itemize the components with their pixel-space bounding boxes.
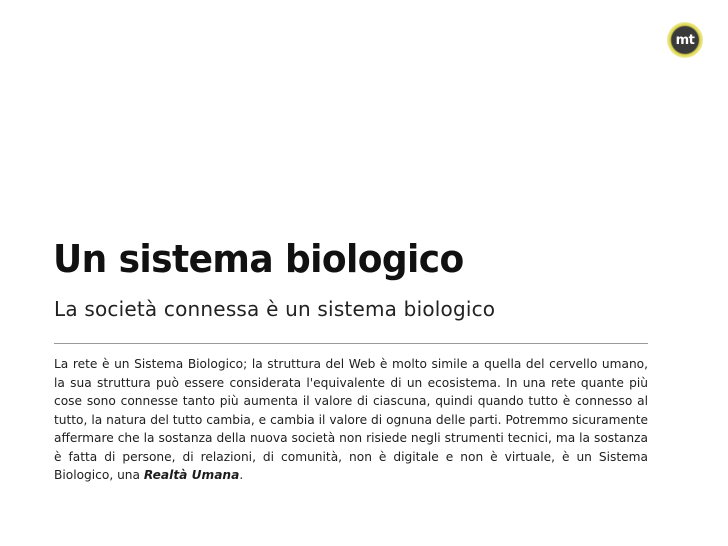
divider-line bbox=[54, 343, 648, 344]
body-emphasis: Realtà Umana bbox=[143, 468, 240, 482]
logo-badge bbox=[667, 22, 703, 58]
body-paragraph bbox=[54, 355, 648, 485]
slide-subtitle: La società connessa è un sistema biologico bbox=[54, 297, 496, 321]
body-text: La rete è un Sistema Biologico; la struttura del Web è molto simile a quella del cervello umano, la sua struttura può essere considerata l'equivalente di un ecosistema. In una rete quante più cose sono connesse tanto più aumenta il valore di ciascuna, quindi quando tutto è connesso al tutto, la natura del tutto cambia, e cambia il valore di ognuna delle parti. Potremmo sicuramente affermare che la sostanza della nuova società non risiede negli strumenti tecnici, ma la sostanza è fatta di persone, di relazioni, di comunità, non è digitale e non è virtuale, è un Sistema Biologico, una bbox=[54, 357, 648, 482]
slide-title: Un sistema biologico bbox=[53, 237, 464, 282]
logo-text: mt bbox=[675, 32, 695, 48]
body-end: . bbox=[239, 468, 244, 482]
